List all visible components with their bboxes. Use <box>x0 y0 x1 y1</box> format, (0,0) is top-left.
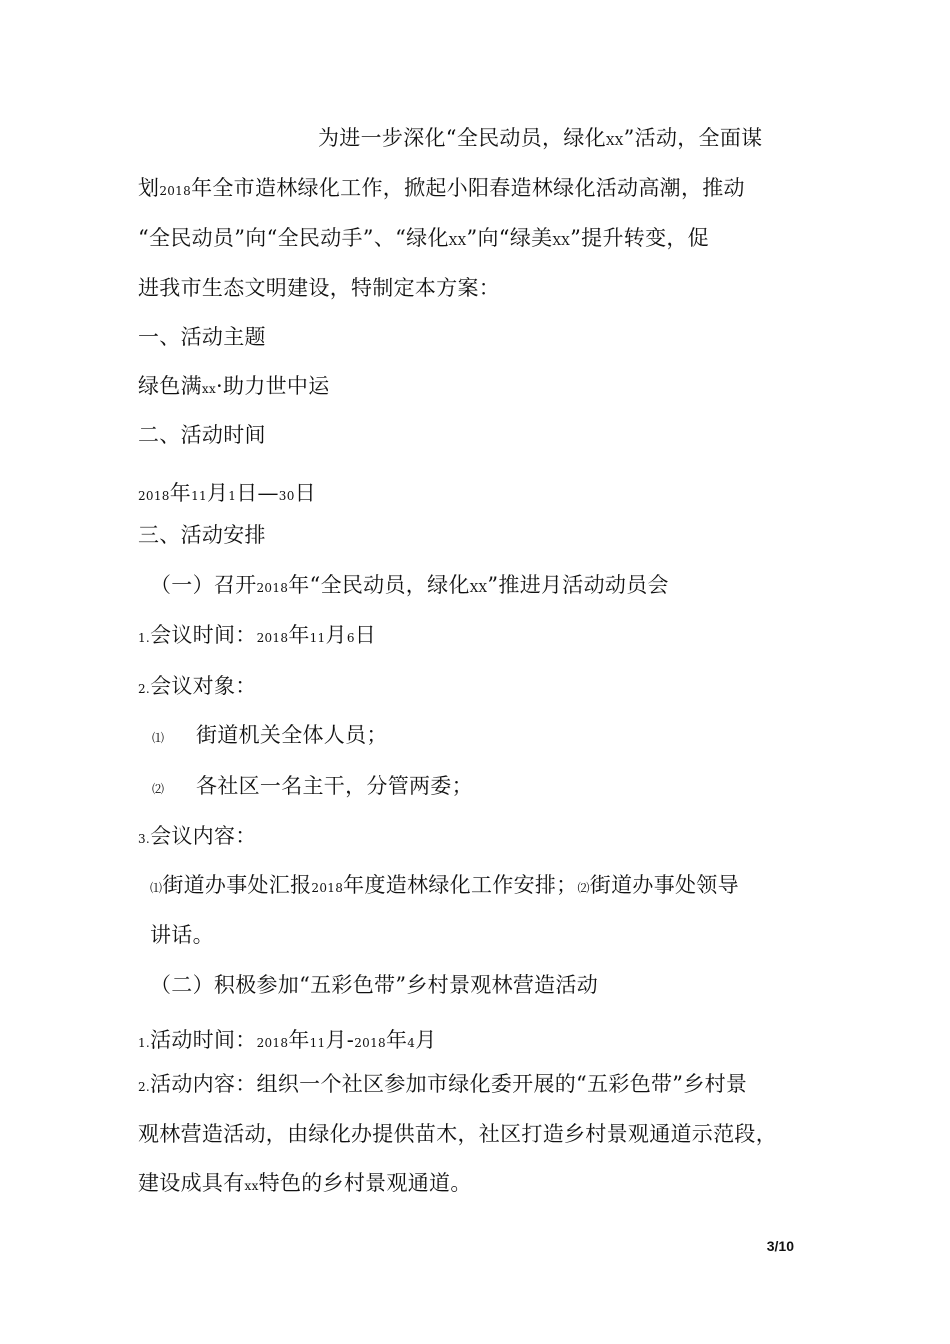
sub2-item-2-line-2: 观林营造活动，由绿化办提供苗木，社区打造乡村景观通道示范段， <box>138 1122 777 1146</box>
sub2-title: （二）积极参加“五彩色带”乡村景观林营造活动 <box>150 973 599 997</box>
time-content: 2018年11月1日—30日 <box>138 481 316 505</box>
sub1-item-1: 1.会议时间：2018年11月6日 <box>138 623 377 647</box>
intro-line-3: “全民动员”向“全民动手”、“绿化XX”向“绿美XX”提升转变，促 <box>138 226 709 250</box>
intro-line-2: 划2018年全市造林绿化工作，掀起小阳春造林绿化活动高潮，推动 <box>138 176 745 200</box>
section-heading-time: 二、活动时间 <box>138 423 266 447</box>
intro-line-4: 进我市生态文明建设，特制定本方案： <box>138 276 501 300</box>
sub1-item-2b: ⑵ 各社区一名主干，分管两委； <box>152 774 473 798</box>
sub2-item-2-line-1: 2.活动内容：组织一个社区参加市绿化委开展的“五彩色带”乡村景 <box>138 1072 748 1096</box>
section-heading-theme: 一、活动主题 <box>138 325 266 349</box>
sub1-title: （一）召开2018年“全民动员，绿化XX”推进月活动动员会 <box>150 573 669 597</box>
intro-line-1: 为进一步深化“全民动员，绿化XX”活动，全面谋 <box>318 126 763 150</box>
theme-content: 绿色满xx·助力世中运 <box>138 374 330 398</box>
sub1-item-2: 2.会议对象： <box>138 674 257 698</box>
sub1-item-3-line-1: ⑴街道办事处汇报2018年度造林绿化工作安排；⑵街道办事处领导 <box>150 873 739 897</box>
sub2-item-1: 1.活动时间：2018年11月-2018年4月 <box>138 1028 437 1052</box>
sub1-item-3: 3.会议内容： <box>138 824 257 848</box>
sub1-item-3-line-2: 讲话。 <box>150 923 214 947</box>
section-heading-arrangement: 三、活动安排 <box>138 523 266 547</box>
sub1-item-2a: ⑴ 街道机关全体人员； <box>152 723 388 747</box>
sub2-item-2-line-3: 建设成具有xx特色的乡村景观通道。 <box>138 1171 472 1195</box>
page-number: 3/10 <box>766 1238 794 1254</box>
